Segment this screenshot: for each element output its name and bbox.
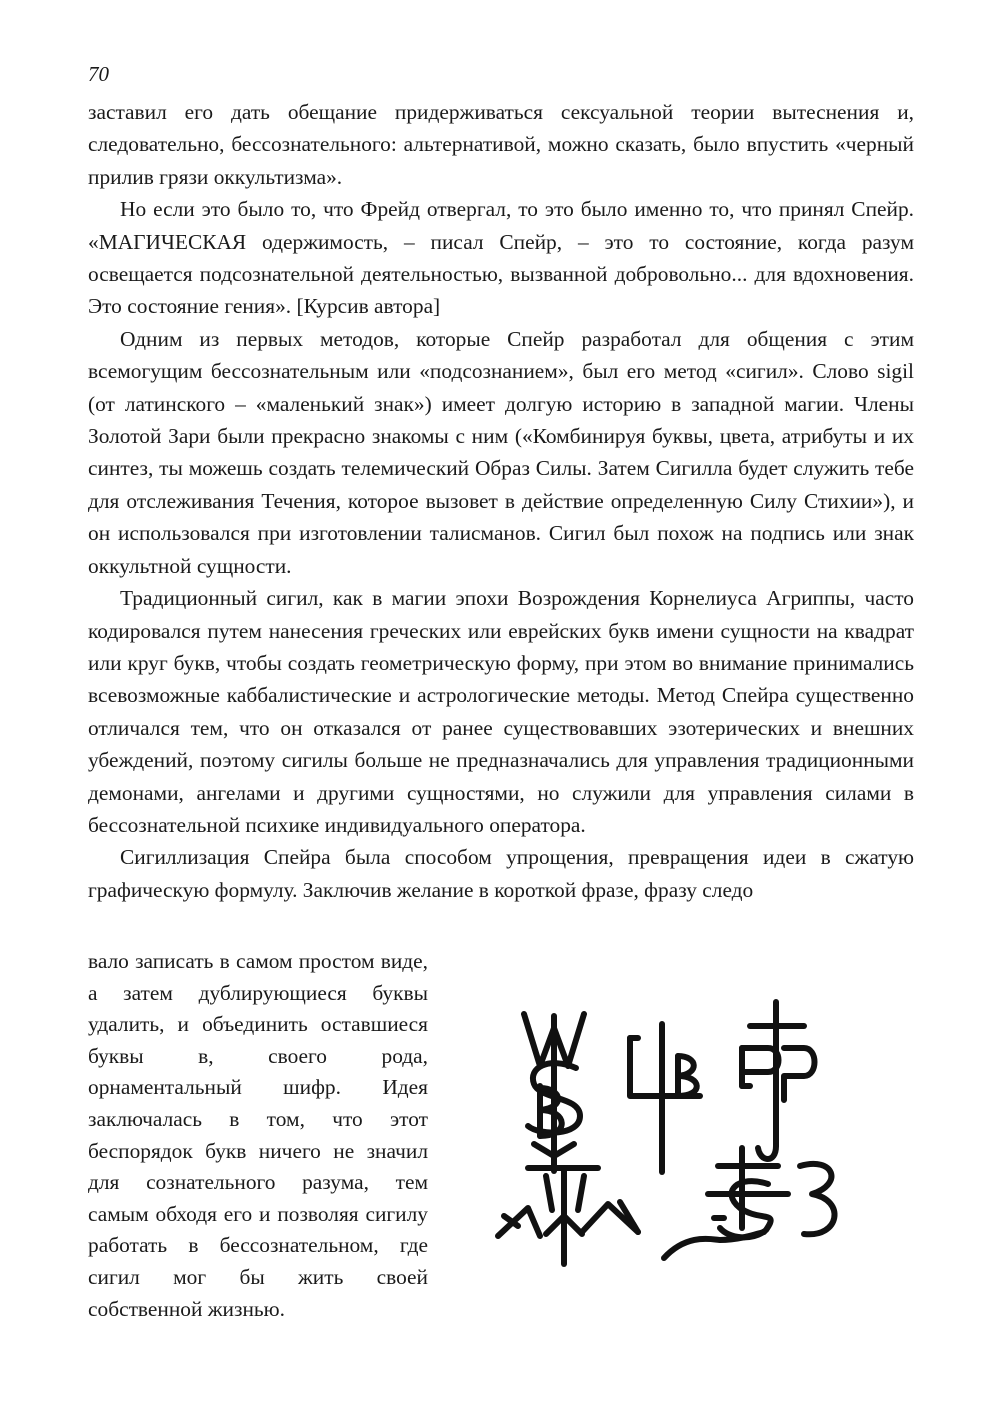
wrapped-paragraph-text: вало записать в самом простом виде, а затем дублирующиеся буквы удалить, и объединить оставшиеся буквы в, своего рода, орнаментальный шифр. Идея заключалась в том, что этот беспорядок букв ничего не значил для сознательного разума, тем самым обходя его и позволяя сигилу работать в бессознательном, где сигил мог бы жить своей собственной жизнью. [88, 949, 428, 1321]
sigil-cross-icon [742, 1002, 815, 1159]
sigil-ws-icon [524, 1014, 584, 1171]
paragraph-3: Одним из первых методов, которые Спейр разработал для общения с этим всемогущим бессознательным или «подсознанием», был его метод «сигил». Слово sigil (от латинского – «маленький знак») имеет долгую историю в западной магии. Члены Золотой Зари были прекрасно знакомы с ним («Комбинируя буквы, цвета, атрибуты и их синтез, ты можешь создать телемический Образ Силы. Затем Сигилла будет служить тебе для отслеживания Течения, которое вызовет в действие определенную Силу Стихии»), и он использовался при изготовлении талисманов. Сигил был похож на подпись или знак оккультной сущности. [88, 326, 914, 578]
wrapped-paragraph [88, 946, 428, 1325]
sigil-s3-icon [664, 1148, 835, 1258]
paragraph-1: заставил его дать обещание придерживаться сексуальной теории вытеснения и, следовательно, бессознательного: альтернативой, можно сказать, было впустить «черный прилив грязи оккультизма». [88, 100, 914, 189]
paragraph-4: Традиционный сигил, как в магии эпохи Возрождения Корнелиуса Агриппы, часто кодировался путем нанесения греческих или еврейских букв имени сущности на квадрат или круг букв, чтобы создать геометрическую форму, при этом во внимание принимались всевозможные каббалистические и астрологические методы. Метод Спейра существенно отличался тем, что он отказался от ранее существовавших эзотерических и внешних убеждений, поэтому сигилы больше не предназначались для управления традиционными демонами, ангелами и другими сущностями, но служили для управления силами в бессознательной психике индивидуального оператора. [88, 586, 914, 837]
paragraph-2: Но если это было то, что Фрейд отвергал, то это было именно то, что принял Спейр. «МАГИЧЕСКАЯ одержимость, – писал Спейр, – это то состояние, когда разум освещается подсознательной деятельностью, вызванной добровольно... для вдохновения. Это состояние гения». [Курсив автора] [88, 197, 914, 319]
page-number: 70 [88, 62, 109, 86]
sigil-eb-icon [630, 1024, 700, 1172]
body-text [88, 96, 914, 906]
sigil-tree-icon [498, 1168, 638, 1264]
paragraph-5: Сигиллизация Спейра была способом упрощения, превращения идеи в сжатую графическую формулу. Заключив желание в короткой фразе, фразу следо [88, 845, 914, 902]
sigils-illustration-icon [488, 996, 858, 1276]
